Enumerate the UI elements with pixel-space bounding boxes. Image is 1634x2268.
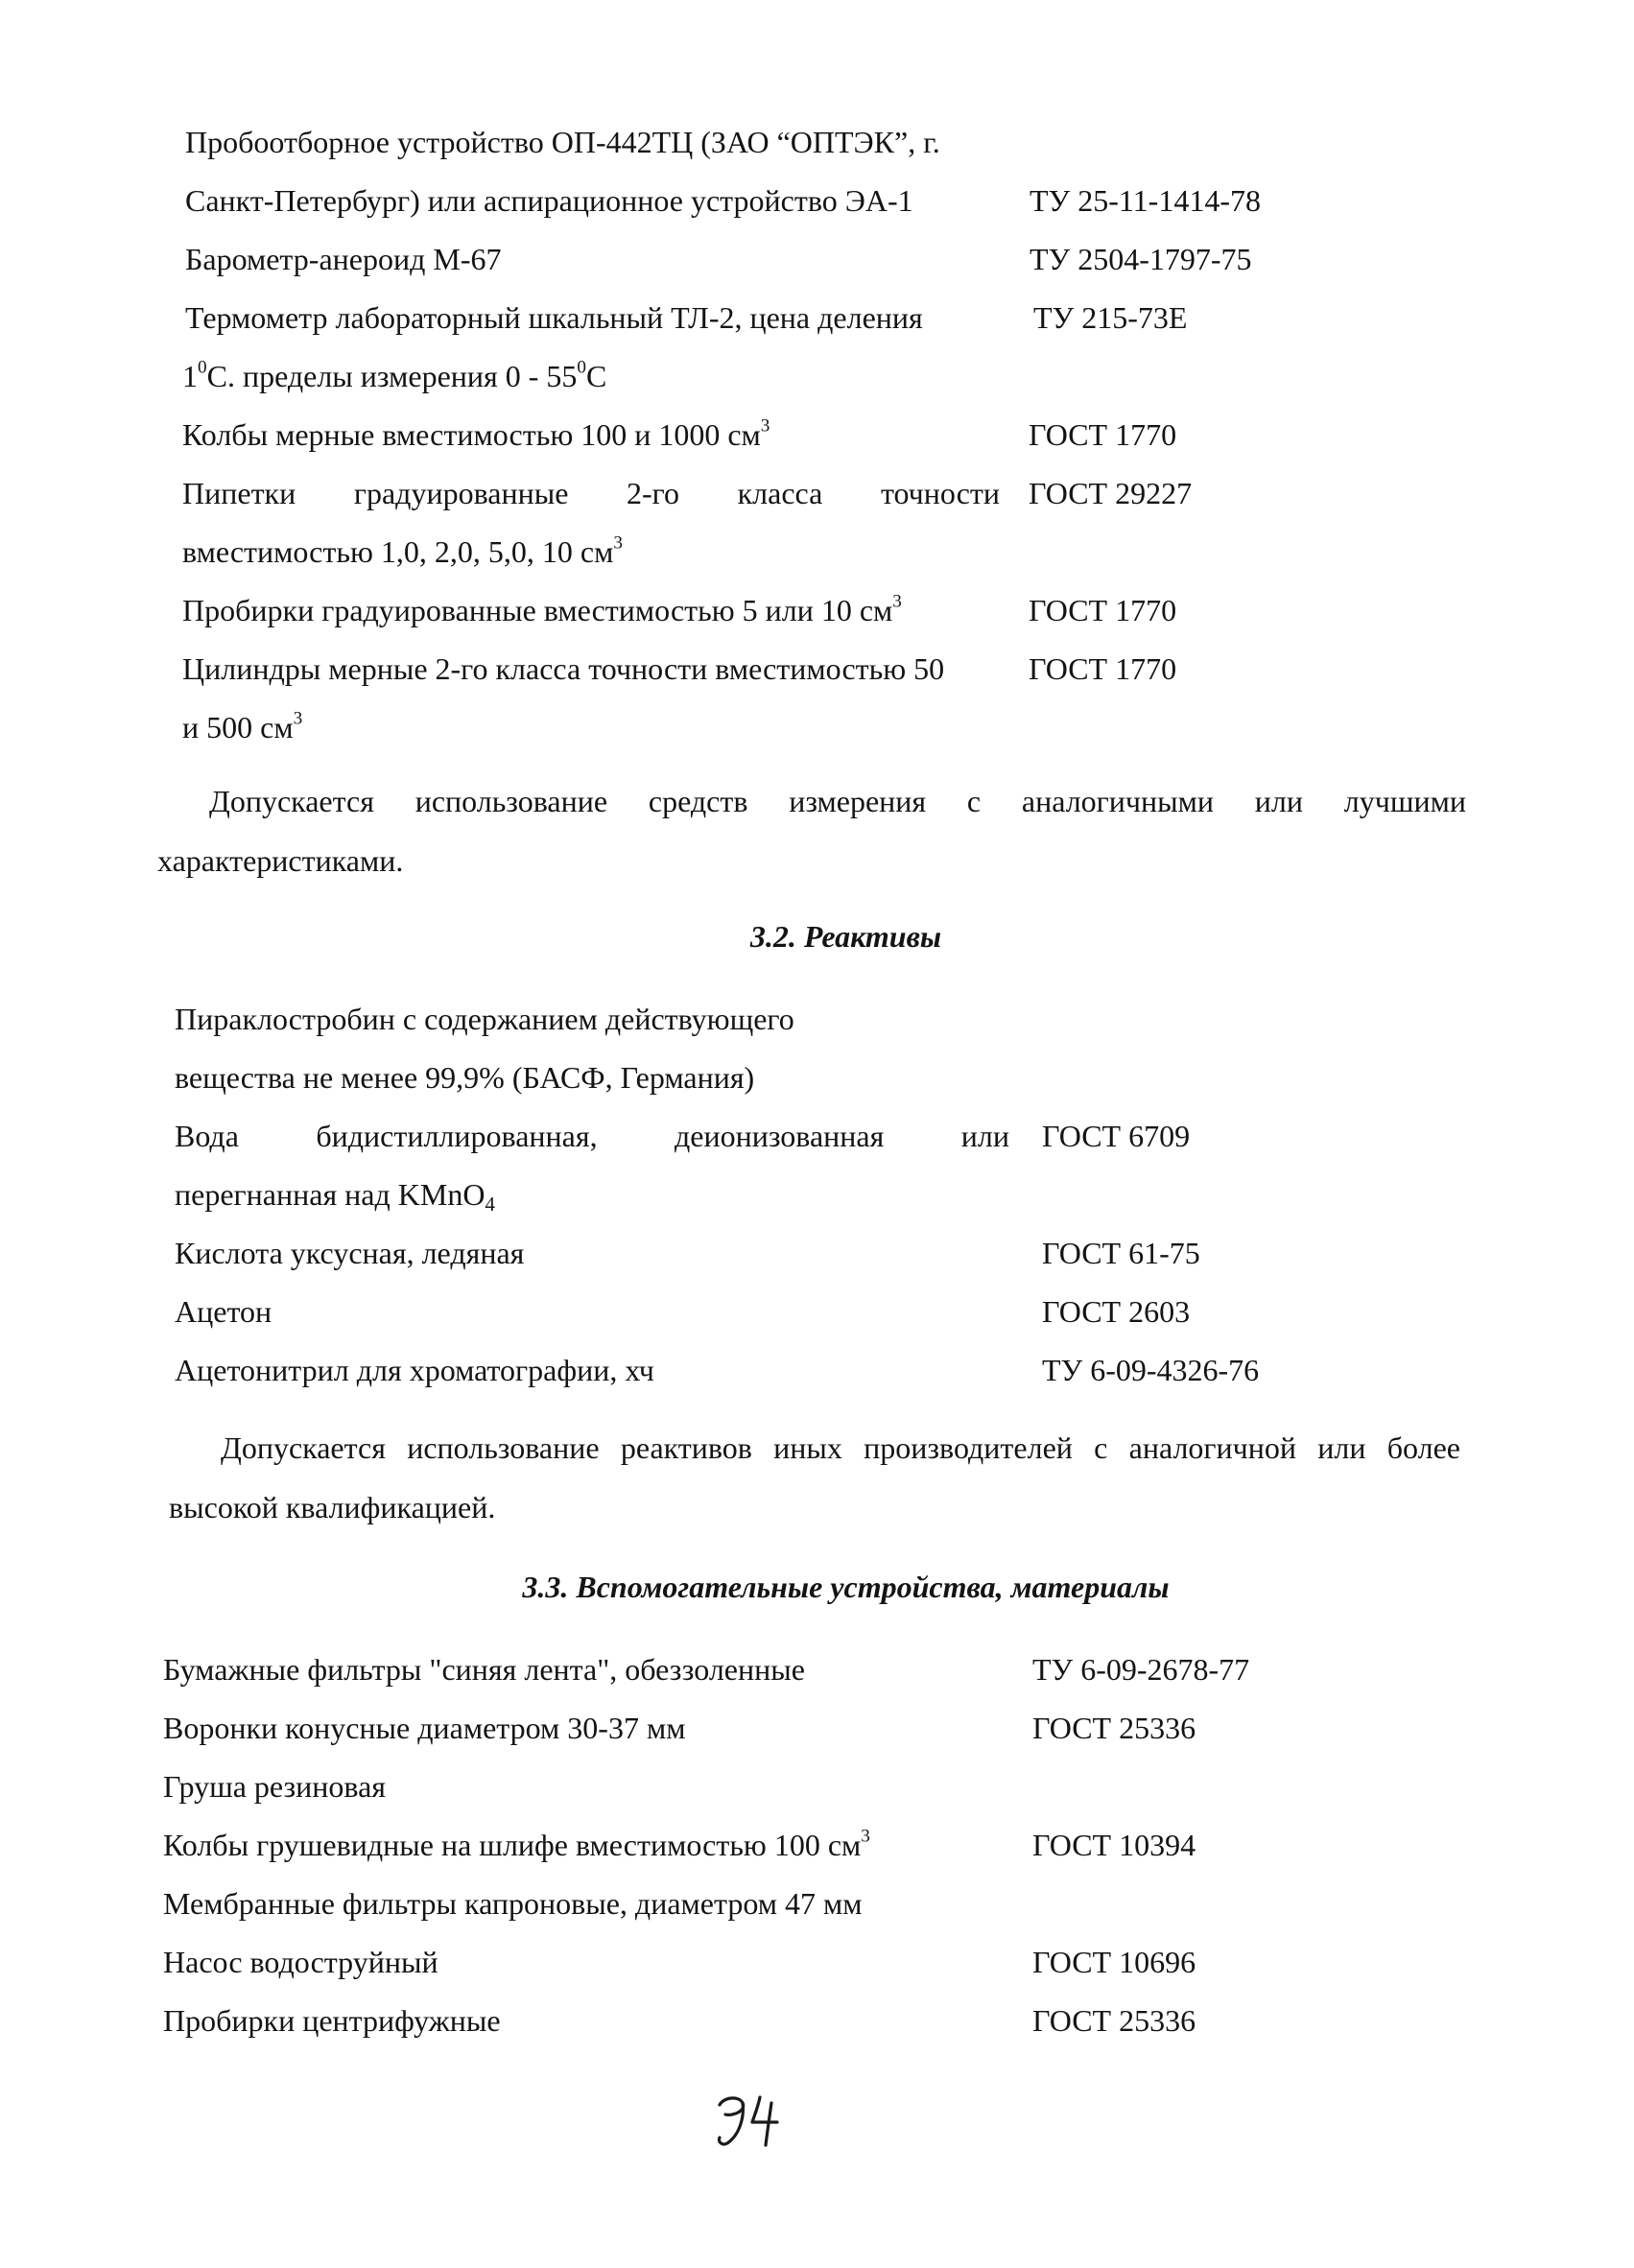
list-item [175,1107,1326,1165]
list-item [175,1224,1326,1282]
item-standard: ТУ 25-11-1414-78 [1030,183,1261,218]
list-item [182,640,1334,697]
item-name: перегнанная над KMnO$_4$ [175,1177,495,1217]
list-item [182,464,1334,522]
item-name: Цилиндры мерные 2-го класса точности вместимостью 50 [182,651,945,686]
item-standard: ГОСТ 1770 [1029,593,1177,627]
item-standard: ГОСТ 1770 [1029,417,1177,452]
list-item [163,1992,1314,2049]
item-standard: ТУ 2504-1797-75 [1030,242,1252,276]
note-paragraph: Допускается использование средств измерения с аналогичными или лучшими характеристиками. [157,784,1466,878]
page-number [710,2084,796,2151]
item-name: Барометр-анероид М-67 [185,242,502,276]
item-name: Пираклостробин с содержанием действующего [175,1002,794,1036]
item-name: Колбы грушевидные на шлифе вместимостью 100 $см^3$ [163,1826,870,1862]
list-item [185,113,1337,171]
section-heading: 3.2. Реактивы [749,919,942,954]
list-item [163,1875,1314,1932]
list-item [163,1699,1314,1757]
list-item [163,1933,1314,1991]
item-standard: ГОСТ 10394 [1032,1828,1196,1862]
item-name: Пробирки градуированные вместимостью 5 или 10 $см^3$ [182,591,902,627]
list-item [182,406,1334,463]
item-name: Бумажные фильтры "синяя лента", обеззоленные [163,1652,805,1687]
list-item [175,1341,1326,1399]
item-standard: ТУ 6-09-4326-76 [1042,1353,1260,1387]
list-item [185,230,1337,288]
item-name: Пробоотборное устройство ОП-442ТЦ (ЗАО “ОПТЭК”, г. [185,125,940,159]
section-heading: 3.3. Вспомогательные устройства, материалы [522,1570,1170,1604]
item-name: Ацетон [175,1294,272,1329]
item-standard: ГОСТ 29227 [1029,476,1193,510]
item-standard: ГОСТ 61-75 [1042,1236,1200,1270]
list-item [175,1283,1326,1340]
item-name: Воронки конусные диаметром 30-37 мм [163,1711,686,1745]
list-item [163,1758,1314,1815]
item-standard: ТУ 215-73Е [1033,300,1188,335]
note-paragraph: Допускается использование реактивов иных производителей с аналогичной или более высокой квалификацией. [169,1430,1460,1524]
item-standard: ТУ 6-09-2678-77 [1032,1652,1250,1687]
item-name: Колбы мерные вместимостью 100 и 1000 $см^3$ [182,415,770,452]
item-name: Санкт-Петербург) или аспирационное устройство ЭА-1 [185,183,913,218]
item-name: Кислота уксусная, ледяная [175,1236,525,1270]
list-item [182,698,1334,756]
list-item [182,347,1334,405]
item-standard: ГОСТ 25336 [1032,2003,1196,2038]
list-item [182,523,1334,580]
list-item [175,1049,1326,1106]
item-name: Пипетки градуированные 2-го класса точности [182,476,1000,510]
list-item [163,1816,1314,1874]
item-name: Груша резиновая [163,1769,386,1804]
list-item [175,1166,1326,1223]
item-standard: ГОСТ 25336 [1032,1711,1196,1745]
list-item [182,581,1334,639]
item-name: Мембранные фильтры капроновые, диаметром 47 мм [163,1886,863,1921]
item-name: $1^0С$. пределы измерения $0 - 55^0С$ [182,357,607,393]
item-name: Ацетонитрил для хроматографии, хч [175,1353,654,1387]
item-standard: ГОСТ 1770 [1029,651,1177,686]
list-item [163,1641,1314,1698]
item-standard: ГОСТ 6709 [1042,1119,1191,1153]
list-item [185,289,1337,346]
item-name: вещества не менее 99,9% (БАСФ, Германия) [175,1060,755,1095]
item-name: Термометр лабораторный шкальный ТЛ-2, цена деления [185,300,923,335]
item-name: Вода бидистиллированная, деионизованная или [175,1119,1009,1153]
item-name: и 500 $см^3$ [182,708,303,744]
list-item [185,172,1337,229]
list-item [175,990,1326,1048]
item-name: вместимостью 1,0, 2,0, 5,0, 10 $см^3$ [182,532,623,569]
item-standard: ГОСТ 10696 [1032,1945,1196,1979]
item-name: Насос водоструйный [163,1945,438,1979]
item-standard: ГОСТ 2603 [1042,1294,1191,1329]
item-name: Пробирки центрифужные [163,2003,501,2038]
